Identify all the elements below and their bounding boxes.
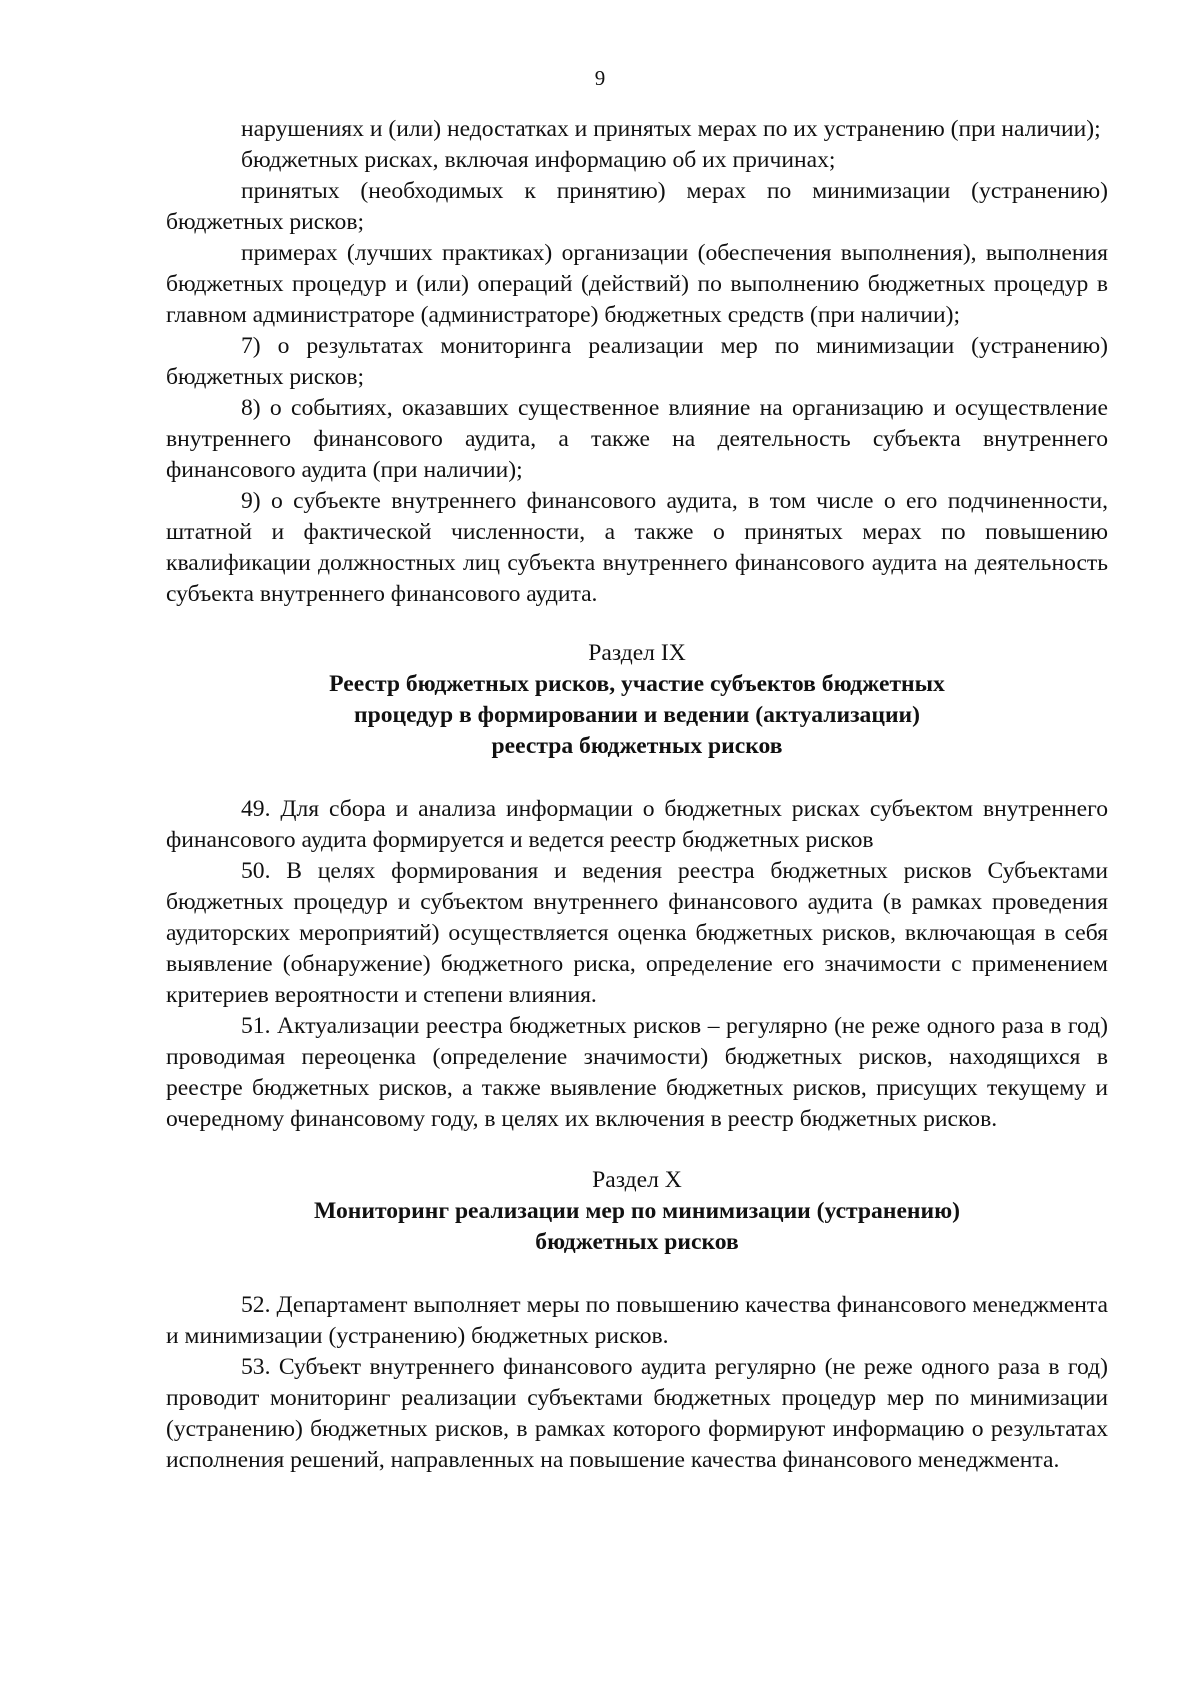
- section-10-title-line-2: бюджетных рисков: [535, 1229, 739, 1255]
- paragraph-52: 52. Департамент выполняет меры по повышению качества финансового менеджмента и минимизации (устранению) бюджетных рисков.: [166, 1292, 1108, 1349]
- section-9-heading: [166, 638, 1108, 762]
- section-9-number: Раздел IX: [588, 640, 686, 666]
- section-9-title-line-2: процедур в формировании и ведении (актуализации): [353, 702, 920, 728]
- paragraph-53: 53. Субъект внутреннего финансового аудита регулярно (не реже одного раза в год) проводит мониторинг реализации субъектами бюджетных процедур мер по минимизации (устранению) бюджетных рисков, в рамках которого формируют информацию о результатах исполнения решений, направленных на повышение качества финансового менеджмента.: [166, 1354, 1108, 1473]
- section-10-number: Раздел X: [592, 1167, 682, 1193]
- section-10-title-line-1: Мониторинг реализации мер по минимизации (устранению): [314, 1198, 960, 1224]
- list-item-violations: нарушениях и (или) недостатках и принятых мерах по их устранению (при наличии);: [241, 116, 1101, 142]
- list-item-8: 8) о событиях, оказавших существенное влияние на организацию и осуществление внутреннего финансового аудита, а также на деятельность субъекта внутреннего финансового аудита (при наличии);: [166, 395, 1108, 483]
- page-number: 9: [594, 66, 606, 90]
- list-item-risks: бюджетных рисках, включая информацию об их причинах;: [241, 147, 836, 173]
- section-9-title-line-1: Реестр бюджетных рисков, участие субъектов бюджетных: [329, 671, 945, 697]
- list-item-measures: принятых (необходимых к принятию) мерах по минимизации (устранению) бюджетных рисков;: [166, 178, 1108, 235]
- section-10-heading: [166, 1165, 1108, 1258]
- paragraph-50: 50. В целях формирования и ведения реестра бюджетных рисков Субъектами бюджетных процедур и субъектом внутреннего финансового аудита (в рамках проведения аудиторских мероприятий) осуществляется оценка бюджетных рисков, включающая в себя выявление (обнаружение) бюджетного риска, определение его значимости с применением критериев вероятности и степени влияния.: [166, 858, 1108, 1008]
- section-9-title-line-3: реестра бюджетных рисков: [491, 733, 783, 759]
- list-item-9: 9) о субъекте внутреннего финансового аудита, в том числе о его подчиненности, штатной и фактической численности, а также о принятых мерах по повышению квалификации должностных лиц субъекта внутреннего финансового аудита на деятельность субъекта внутреннего финансового аудита.: [166, 488, 1108, 607]
- list-item-best-practices: примерах (лучших практиках) организации (обеспечения выполнения), выполнения бюджетных процедур и (или) операций (действий) по выполнению бюджетных процедур в главном администраторе (администраторе) бюджетных средств (при наличии);: [166, 240, 1108, 328]
- paragraph-51: 51. Актуализации реестра бюджетных рисков – регулярно (не реже одного раза в год) проводимая переоценка (определение значимости) бюджетных рисков, находящихся в реестре бюджетных рисков, а также выявление бюджетных рисков, присущих текущему и очередному финансовому году, в целях их включения в реестр бюджетных рисков.: [166, 1013, 1108, 1132]
- document-body: [166, 114, 1108, 1476]
- paragraph-49: 49. Для сбора и анализа информации о бюджетных рисках субъектом внутреннего финансового аудита формируется и ведется реестр бюджетных рисков: [166, 796, 1108, 853]
- list-item-7: 7) о результатах мониторинга реализации мер по минимизации (устранению) бюджетных рисков;: [166, 333, 1108, 390]
